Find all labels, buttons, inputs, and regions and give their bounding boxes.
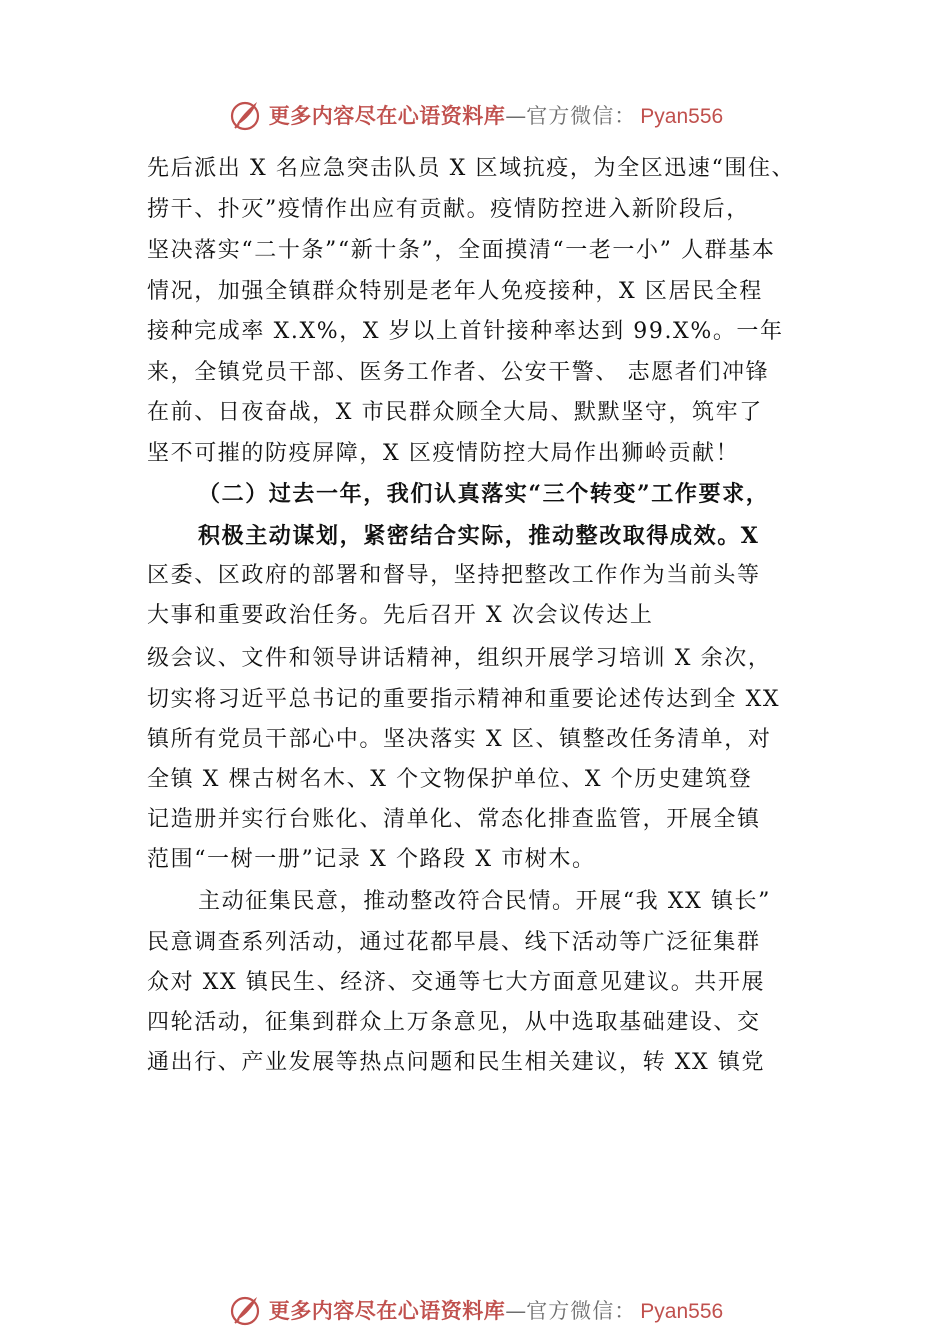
body-line: 镇所有党员干部心中。坚决落实 X 区、镇整改任务清单，对 (147, 727, 772, 752)
body-line: 捞干、扑灭”疫情作出应有贡献。疫情防控进入新阶段后， (147, 197, 750, 222)
body-line: 通出行、产业发展等热点问题和民生相关建议，转 XX 镇党 (147, 1050, 766, 1075)
body-line: 级会议、文件和领导讲话精神，组织开展学习培训 X 余次， (147, 646, 772, 671)
official-wechat-label: 官方微信： (526, 104, 637, 128)
body-line: 全镇 X 棵古树名木、X 个文物保护单位、X 个历史建筑登 (147, 767, 753, 792)
body-line: 来，全镇党员干部、医务工作者、公安干警、 志愿者们冲锋 (147, 360, 770, 385)
body-line: 接种完成率 X.X%，X 岁以上首针接种率达到 99.X%。一年 (147, 319, 784, 344)
separator-dash: — (505, 1299, 527, 1323)
section-heading: （二）过去一年，我们认真落实“三个转变”工作要求， (198, 481, 770, 507)
brand-name: 更多内容尽在心语资料库 (268, 103, 506, 128)
body-line: 范围“一树一册”记录 X 个路段 X 市树木。 (147, 847, 596, 872)
body-line: 在前、日夜奋战，X 市民群众顾全大局、默默坚守，筑牢了 (147, 400, 763, 425)
quill-pen-logo-icon (227, 1292, 263, 1328)
header-banner (0, 95, 950, 135)
header-text (269, 100, 723, 130)
section-heading-continued: 积极主动谋划，紧密结合实际，推动整改取得成效。X (198, 523, 760, 549)
footer-text (269, 1295, 723, 1325)
body-line: 先后派出 X 名应急突击队员 X 区域抗疫，为全区迅速“围住、 (147, 156, 796, 181)
quill-pen-logo-icon (227, 97, 263, 133)
body-line: 坚决落实“二十条”“新十条”，全面摸清“一老一小” 人群基本 (147, 238, 776, 263)
body-line: 众对 XX 镇民生、经济、交通等七大方面意见建议。共开展 (147, 970, 766, 995)
official-wechat-label: 官方微信： (526, 1299, 637, 1323)
body-line: 大事和重要政治任务。先后召开 X 次会议传达上 (147, 603, 654, 628)
body-line: 坚不可摧的防疫屏障，X 区疫情防控大局作出狮岭贡献！ (147, 441, 740, 466)
body-line: 情况，加强全镇群众特别是老年人免疫接种，X 区居民全程 (147, 279, 763, 304)
body-line: 切实将习近平总书记的重要指示精神和重要论述传达到全 XX (147, 687, 781, 712)
body-line: 区委、区政府的部署和督导，坚持把整改工作作为当前头等 (147, 563, 761, 588)
wechat-id: Pyan556 (640, 105, 724, 128)
body-line: 民意调查系列活动，通过花都早晨、线下活动等广泛征集群 (147, 930, 761, 955)
paragraph-start: 主动征集民意，推动整改符合民情。开展“我 XX 镇长” (198, 889, 772, 914)
body-line: 记造册并实行台账化、清单化、常态化排查监管，开展全镇 (147, 807, 761, 832)
footer-banner (0, 1290, 950, 1330)
body-line: 四轮活动，征集到群众上万条意见，从中选取基础建设、交 (147, 1010, 761, 1035)
wechat-id: Pyan556 (640, 1300, 724, 1323)
brand-name: 更多内容尽在心语资料库 (268, 1298, 506, 1323)
separator-dash: — (505, 104, 527, 128)
